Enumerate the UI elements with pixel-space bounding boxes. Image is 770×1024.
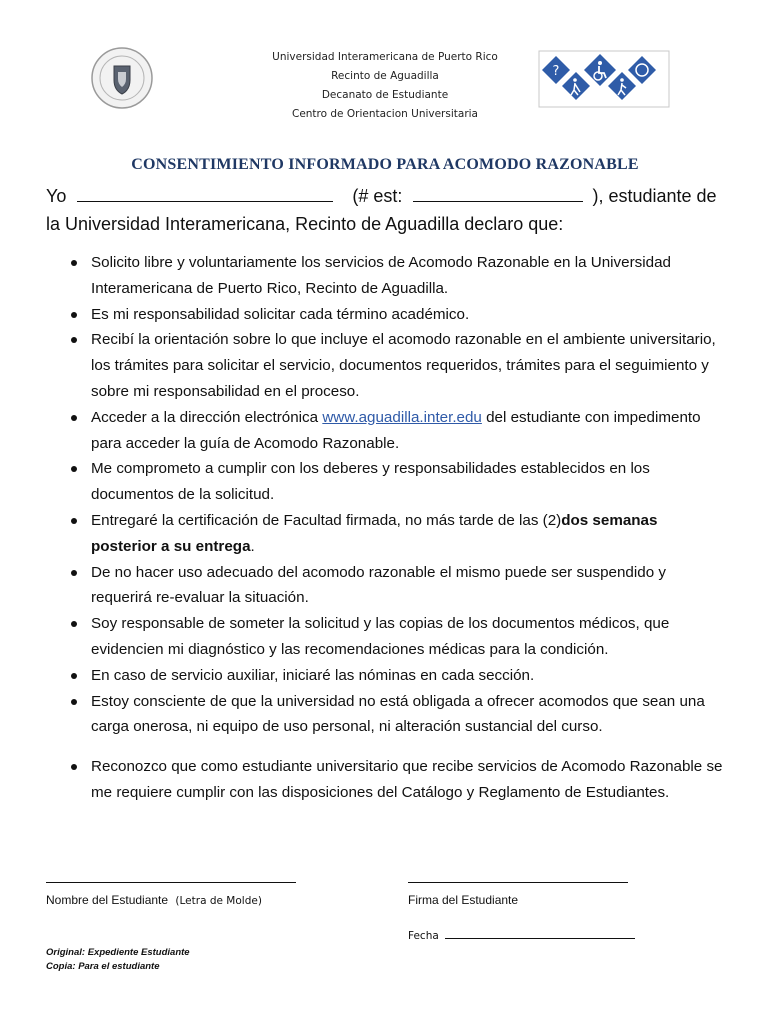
accessibility-symbols-logo — [538, 50, 670, 108]
list-item — [46, 754, 726, 806]
copy-note: Copia: Para el estudiante — [46, 961, 160, 972]
item-text: Es mi responsabilidad solicitar cada término académico. — [91, 305, 470, 323]
header-university: Universidad Interamericana de Puerto Rico — [272, 51, 498, 63]
date-label: Fecha — [408, 930, 439, 942]
institution-header — [225, 48, 545, 124]
list-item — [46, 250, 726, 302]
student-name-line[interactable] — [46, 882, 296, 883]
item-text: Entregaré la certificación de Facultad firmada, no más tarde de las (2) — [91, 511, 562, 529]
header-deanship: Decanato de Estudiante — [321, 89, 449, 101]
item-text: Soy responsable de someter la solicitud y las copias de los documentos médicos, que evidencien mi diagnóstico y las recomendaciones médicas para la condición. — [91, 615, 670, 658]
intro-line-1 — [46, 182, 746, 210]
item-text: Estoy consciente de que la universidad no está obligada a ofrecer acomodos que sean una carga onerosa, ni equipo de uso personal, ni alteración sustancial del curso. — [91, 692, 705, 736]
list-item — [46, 560, 726, 612]
date-field — [408, 928, 635, 942]
aguadilla-website-link[interactable]: www.aguadilla.inter.edu — [322, 408, 482, 426]
list-item — [46, 663, 726, 689]
student-of-label: ), estudiante de — [592, 186, 717, 206]
item-text: Recibí la orientación sobre lo que incluye el acomodo razonable en el ambiente universitario, los trámites para solicitar el servicio, documentos requeridos, trámites para el seguimiento y sobre mi responsabilidad en el proceso. — [91, 331, 716, 400]
document-title: CONSENTIMIENTO INFORMADO PARA ACOMODO RAZONABLE — [131, 156, 639, 173]
print-letters-note: (Letra de Molde) — [175, 895, 262, 907]
declaration-list — [46, 250, 726, 806]
item-text: Acceder a la dirección electrónica — [91, 408, 323, 426]
student-number-blank[interactable] — [413, 184, 583, 202]
student-name-label — [46, 893, 262, 907]
item-text: En caso de servicio auxiliar, iniciaré las nóminas en cada sección. — [91, 666, 535, 684]
original-note: Original: Expediente Estudiante — [46, 947, 190, 958]
item-text: Solicito libre y voluntariamente los servicios de Acomodo Razonable en la Universidad Interamericana de Puerto Rico, Recinto de Aguadilla. — [91, 254, 671, 297]
list-item — [46, 327, 726, 404]
intro-line-2: la Universidad Interamericana, Recinto de Aguadilla declaro que: — [46, 214, 564, 234]
student-signature-label: Firma del Estudiante — [408, 893, 519, 907]
deadline-emphasis: dos semanas posterior a su entrega — [91, 511, 658, 555]
item-text: De no hacer uso adecuado del acomodo razonable el mismo puede ser suspendido y requerirá re-evaluar la situación. — [91, 563, 666, 607]
student-name-blank[interactable] — [77, 184, 333, 202]
item-text: Reconozco que como estudiante universitario que recibe servicios de Acomodo Razonable se me requiere cumplir con las disposiciones del Catálogo y Reglamento de Estudiantes. — [91, 758, 723, 801]
date-line[interactable] — [445, 928, 635, 939]
header-center: Centro de Orientacion Universitaria — [291, 108, 478, 120]
student-name-label-text: Nombre del Estudiante — [46, 893, 169, 907]
consent-intro — [46, 182, 746, 238]
student-number-label: (# est: — [352, 186, 403, 206]
list-item — [46, 456, 726, 508]
list-item — [46, 405, 726, 457]
list-item — [46, 689, 726, 741]
item-text: Me comprometo a cumplir con los deberes y responsabilidades establecidos en los documentos de la solicitud. — [91, 460, 650, 504]
yo-label: Yo — [46, 186, 67, 206]
list-item — [46, 508, 726, 560]
list-item — [46, 302, 726, 328]
university-seal-logo — [90, 46, 154, 110]
list-item — [46, 611, 726, 663]
item-text: del estudiante con impedimento para acceder la guía de Acomodo Razonable. — [91, 408, 701, 452]
distribution-notes — [46, 946, 190, 974]
svg-text:?: ? — [552, 64, 560, 79]
student-signature-line[interactable] — [408, 882, 628, 883]
header-campus: Recinto de Aguadilla — [331, 70, 439, 82]
item-text: . — [250, 537, 255, 555]
